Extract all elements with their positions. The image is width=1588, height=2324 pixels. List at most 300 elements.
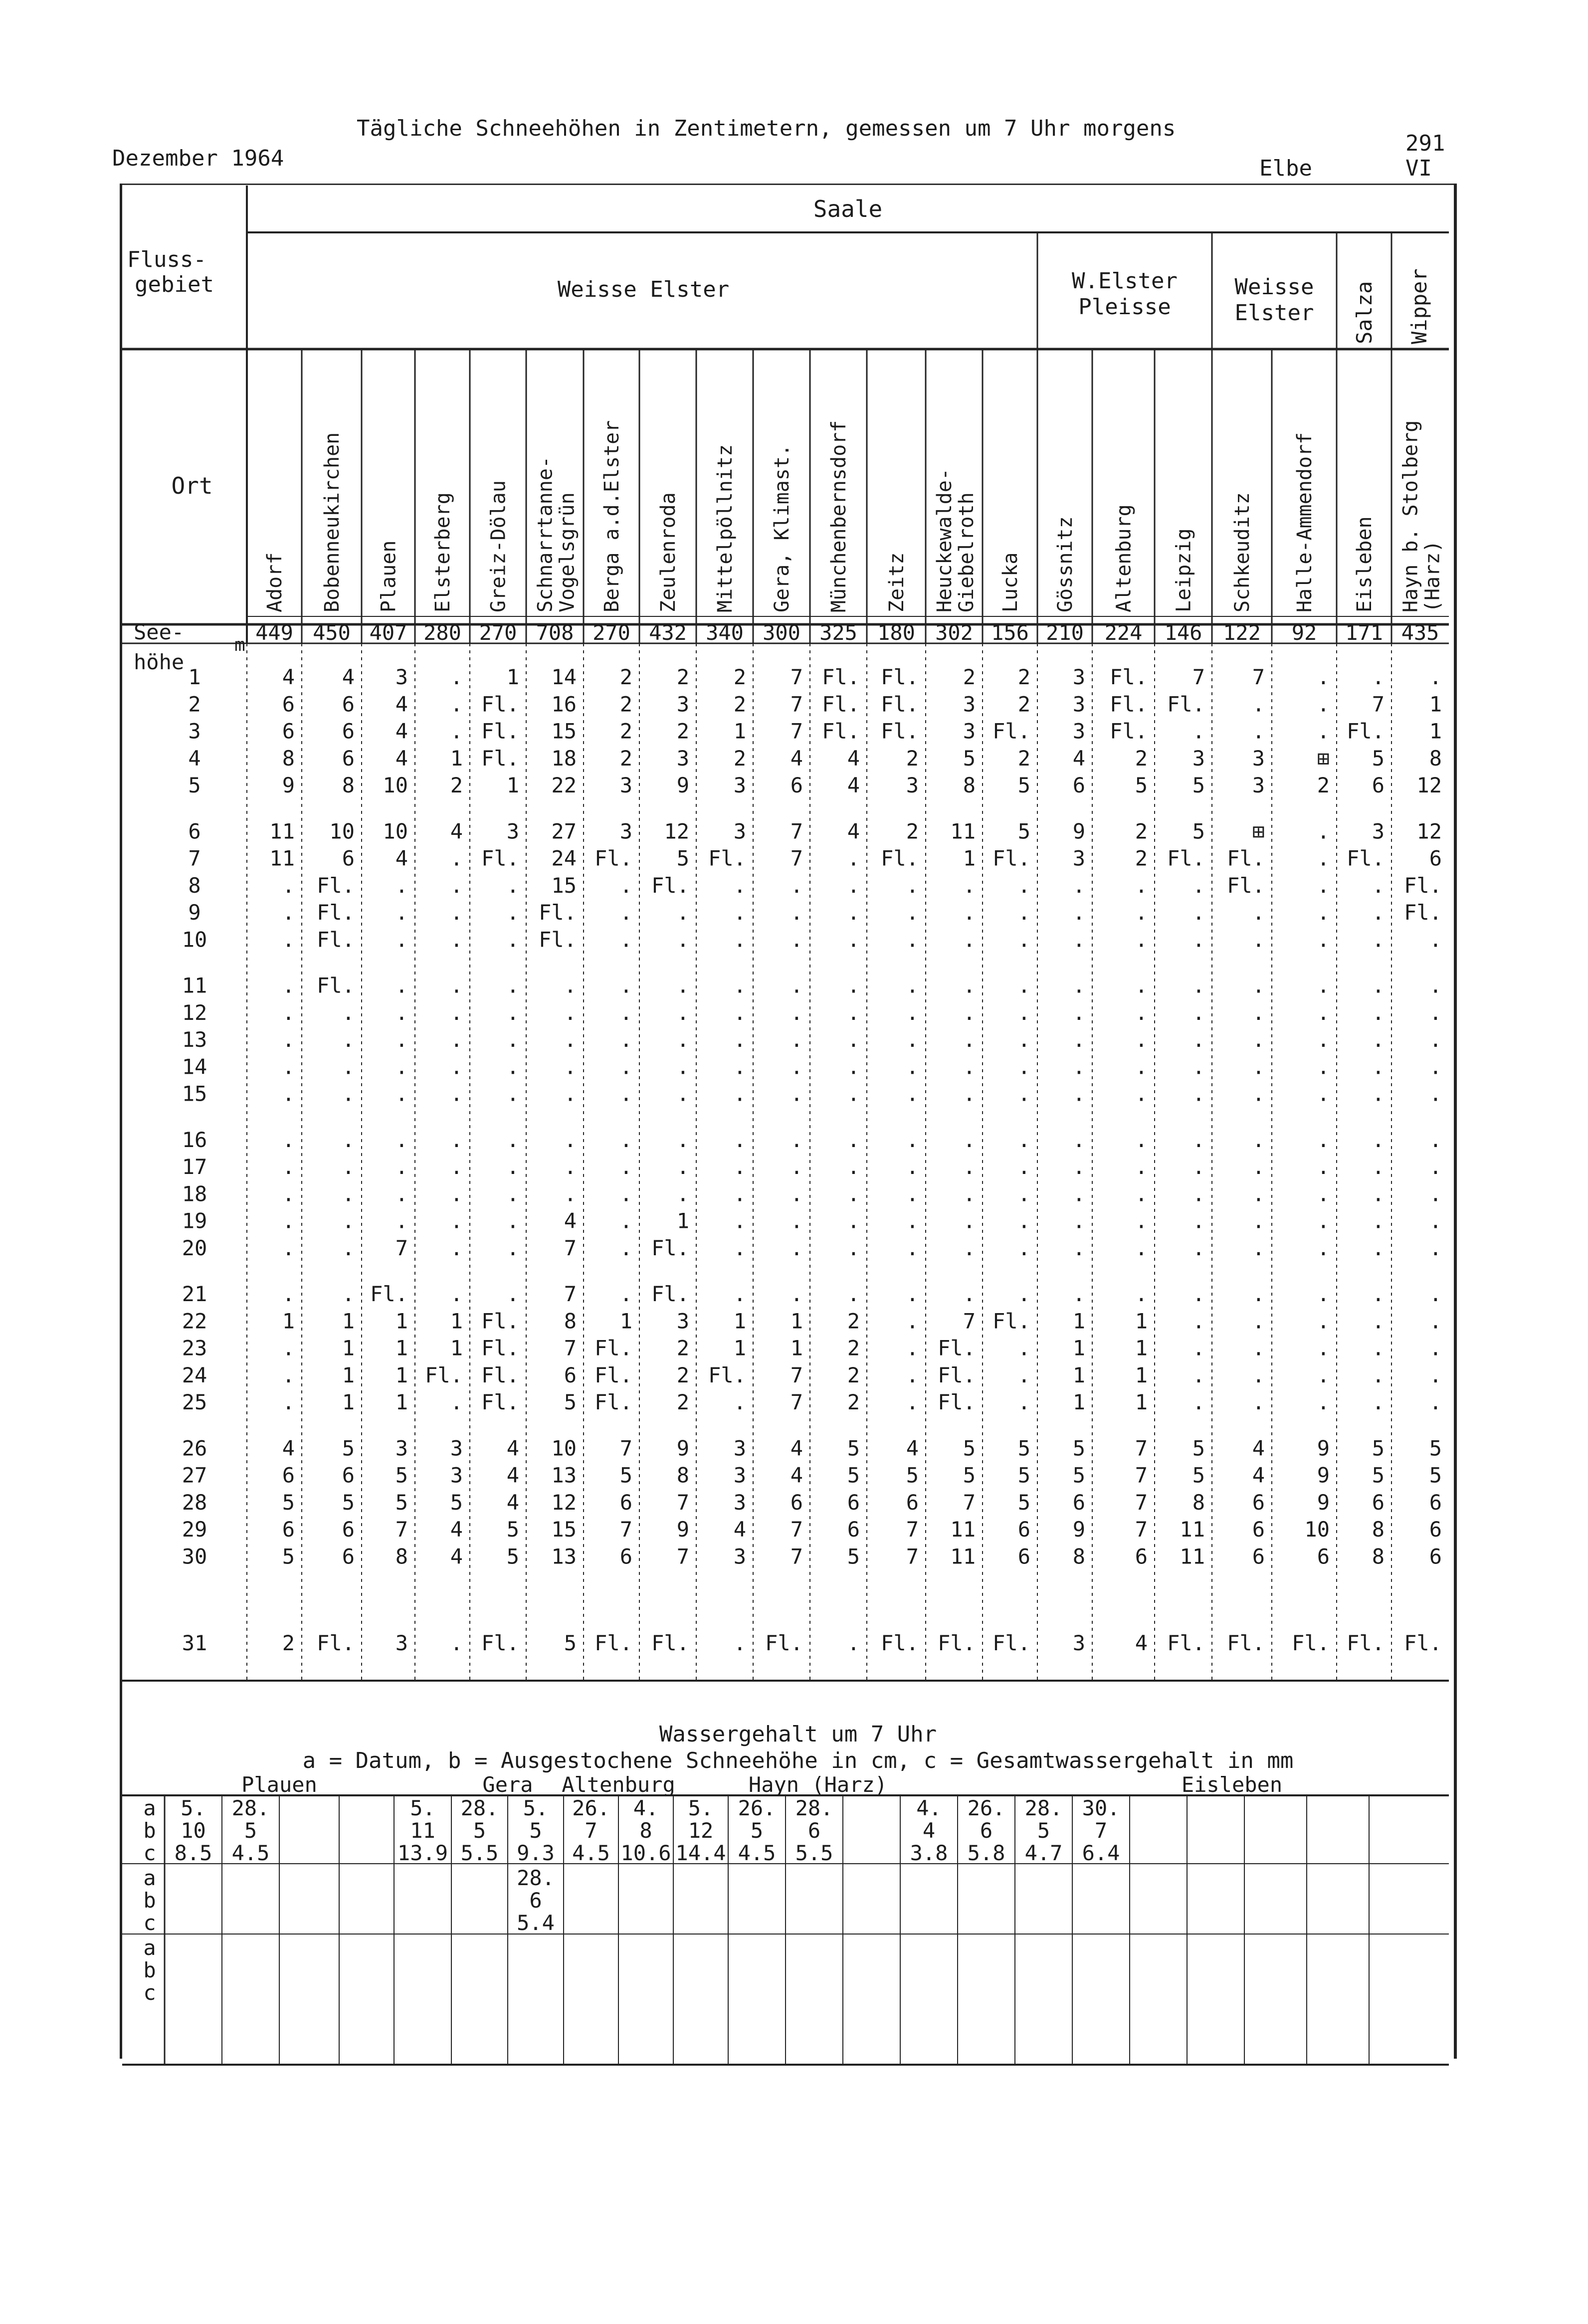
day-value: 4 (1252, 1436, 1265, 1461)
day-label: 19 (182, 1208, 207, 1233)
day-value: Fl. (1110, 665, 1148, 689)
day-value: 2 (282, 1631, 295, 1655)
water-value: 28. (795, 1796, 833, 1820)
day-value: . (1192, 900, 1205, 925)
day-value: 8 (1372, 1544, 1385, 1569)
day-value: 3 (676, 692, 689, 717)
day-value: Fl. (539, 927, 577, 952)
day-value: 1 (450, 746, 463, 771)
day-value: . (1429, 1282, 1442, 1306)
day-value: 5 (342, 1436, 355, 1461)
day-value: Fl. (651, 873, 689, 898)
day-value: 6 (1429, 1490, 1442, 1515)
day-value: . (790, 900, 803, 925)
day-value: 8 (1192, 1490, 1205, 1515)
day-value: Fl. (595, 846, 632, 871)
station-elevation: 708 (536, 620, 574, 645)
water-value: 5.5 (795, 1841, 833, 1865)
day-value: 1 (790, 1336, 803, 1360)
day-value: 2 (847, 1336, 860, 1360)
day-value: . (450, 973, 463, 998)
day-label: 1 (188, 665, 201, 689)
day-value: . (1317, 1282, 1330, 1306)
day-value: 7 (1252, 665, 1265, 689)
day-value: . (1429, 1181, 1442, 1206)
day-value: 8 (676, 1463, 689, 1488)
day-value: 3 (1372, 819, 1385, 844)
day-label: 15 (182, 1081, 207, 1106)
day-value: Fl. (481, 1631, 519, 1655)
day-value: 10 (551, 1436, 577, 1461)
day-value: 4 (790, 1436, 803, 1461)
day-value: . (1252, 1000, 1265, 1025)
water-value: 3.8 (910, 1841, 948, 1865)
day-value: Fl. (1347, 1631, 1385, 1655)
day-value: Fl. (822, 665, 860, 689)
station-name: Leipzig (1172, 528, 1195, 612)
station-name: Greiz-Dölau (487, 480, 510, 612)
day-value: Fl. (595, 1362, 632, 1387)
day-value: 2 (676, 1390, 689, 1414)
day-value: 3 (450, 1436, 463, 1461)
day-value: . (395, 1181, 408, 1206)
day-value: 7 (906, 1544, 919, 1569)
day-value: 1 (733, 1309, 746, 1334)
day-value: 10 (383, 819, 408, 844)
day-value: 8 (564, 1309, 577, 1334)
water-value: 10 (181, 1818, 206, 1843)
saale-label: Saale (813, 195, 883, 222)
day-value: 5 (1017, 1436, 1030, 1461)
day-value: 2 (1017, 692, 1030, 717)
day-value: 5 (847, 1544, 860, 1569)
day-value: 5 (619, 1463, 632, 1488)
day-value: . (1429, 927, 1442, 952)
day-value: . (847, 1054, 860, 1079)
day-value: . (1252, 927, 1265, 952)
day-value: 7 (619, 1436, 632, 1461)
day-value: . (906, 1208, 919, 1233)
day-value: 2 (619, 719, 632, 744)
day-value: . (1192, 1282, 1205, 1306)
day-value: 6 (342, 846, 355, 871)
station-elevation: 302 (935, 620, 973, 645)
group-salza: Salza (1352, 281, 1377, 344)
day-value: 4 (395, 692, 408, 717)
day-value: . (1192, 1155, 1205, 1179)
day-label: 29 (182, 1517, 207, 1542)
day-value: 4 (733, 1517, 746, 1542)
water-value: 4.5 (572, 1841, 610, 1865)
day-value: . (1072, 973, 1085, 998)
day-value: . (282, 1208, 295, 1233)
day-value: . (790, 1208, 803, 1233)
day-value: . (1372, 1235, 1385, 1260)
day-value: . (963, 1235, 976, 1260)
day-value: . (1017, 1000, 1030, 1025)
day-value: . (1372, 1390, 1385, 1414)
day-value: 2 (619, 746, 632, 771)
day-value: 1 (1072, 1309, 1085, 1334)
station-elevation: 156 (991, 620, 1029, 645)
day-label: 14 (182, 1054, 207, 1079)
day-value: . (906, 1309, 919, 1334)
station-elevation: 270 (479, 620, 517, 645)
row-label: b (143, 1888, 156, 1913)
day-value: . (847, 1208, 860, 1233)
day-value: . (1317, 873, 1330, 898)
day-value: Fl. (822, 719, 860, 744)
day-value: 6 (619, 1544, 632, 1569)
day-value: . (619, 1127, 632, 1152)
day-value: . (1317, 900, 1330, 925)
day-value: 11 (950, 1517, 976, 1542)
day-value: . (1017, 1027, 1030, 1052)
water-value: 4.5 (231, 1841, 270, 1865)
day-value: 5 (1072, 1436, 1085, 1461)
row-label: c (143, 1980, 156, 2005)
day-value: . (733, 1235, 746, 1260)
day-value: 3 (619, 773, 632, 797)
day-label: 17 (182, 1155, 207, 1179)
day-label: 10 (182, 927, 207, 952)
day-value: 3 (619, 819, 632, 844)
station-elevation: 450 (313, 620, 351, 645)
day-value: . (450, 1631, 463, 1655)
day-value: 3 (733, 1463, 746, 1488)
day-value: . (619, 873, 632, 898)
day-label: 11 (182, 973, 207, 998)
row-label: a (143, 1936, 156, 1960)
day-value: . (963, 1027, 976, 1052)
water-value: 7 (585, 1818, 597, 1843)
day-value: . (506, 1181, 519, 1206)
day-value: . (282, 1390, 295, 1414)
day-value: . (1135, 1282, 1148, 1306)
seehoehe-label: höhe (134, 650, 185, 674)
day-value: . (1317, 1390, 1330, 1414)
day-value: 8 (963, 773, 976, 797)
day-value: . (342, 1081, 355, 1106)
day-value: . (564, 1054, 577, 1079)
day-label: 30 (182, 1544, 207, 1569)
day-value: . (1317, 1081, 1330, 1106)
day-value: . (1372, 1155, 1385, 1179)
day-value: . (1252, 1081, 1265, 1106)
day-value: . (790, 1027, 803, 1052)
station-name: Gössnitz (1054, 516, 1077, 612)
day-value: . (564, 1181, 577, 1206)
day-value: . (506, 1081, 519, 1106)
day-value: Fl. (1404, 1631, 1442, 1655)
day-value: 2 (676, 1362, 689, 1387)
day-value: . (906, 927, 919, 952)
day-label: 18 (182, 1181, 207, 1206)
day-value: . (790, 1081, 803, 1106)
day-value: . (506, 1235, 519, 1260)
station-name: Plauen (377, 540, 400, 612)
day-value: . (847, 1027, 860, 1052)
day-value: 5 (1017, 773, 1030, 797)
group-wipper: Wipper (1407, 268, 1431, 344)
day-value: . (1252, 973, 1265, 998)
day-value: . (1072, 1155, 1085, 1179)
day-value: 7 (619, 1517, 632, 1542)
station-name: Eisleben (1353, 516, 1376, 612)
day-value: 7 (790, 1390, 803, 1414)
day-value: . (1017, 1390, 1030, 1414)
day-value: . (1317, 819, 1330, 844)
day-value: . (733, 1631, 746, 1655)
day-value: . (1017, 1208, 1030, 1233)
day-value: 5 (1192, 1463, 1205, 1488)
day-value: . (282, 1127, 295, 1152)
water-value: 6 (980, 1818, 993, 1843)
day-value: 4 (1135, 1631, 1148, 1655)
day-value: . (1317, 927, 1330, 952)
day-value: 1 (619, 1309, 632, 1334)
water-value: 5.4 (517, 1911, 555, 1935)
day-value: . (963, 1282, 976, 1306)
day-value: Fl. (1404, 873, 1442, 898)
water-value: 5 (529, 1818, 542, 1843)
day-value: Fl. (481, 1362, 519, 1387)
day-value: Fl. (595, 1336, 632, 1360)
day-value: . (1017, 900, 1030, 925)
group-weisse: Weisse (1234, 274, 1314, 300)
day-value: Fl. (992, 1631, 1030, 1655)
day-value: . (619, 1054, 632, 1079)
water-value: 10.6 (620, 1841, 671, 1865)
day-value: . (1072, 1000, 1085, 1025)
day-value: 6 (1429, 846, 1442, 871)
day-value: 6 (1317, 1544, 1330, 1569)
day-value: Fl. (539, 900, 577, 925)
day-value: 2 (676, 719, 689, 744)
day-value: 5 (395, 1490, 408, 1515)
day-value: . (1317, 846, 1330, 871)
day-value: 3 (1072, 692, 1085, 717)
day-value: 6 (906, 1490, 919, 1515)
day-value: 8 (342, 773, 355, 797)
day-value: 7 (790, 819, 803, 844)
day-value: 2 (963, 665, 976, 689)
day-value: 1 (506, 665, 519, 689)
day-value: 10 (383, 773, 408, 797)
water-value: 5 (1037, 1818, 1050, 1843)
station-name: Giebelroth (955, 492, 978, 612)
day-value: . (395, 1081, 408, 1106)
station-elevation: 210 (1046, 620, 1084, 645)
day-value: . (1017, 1081, 1030, 1106)
water-title: Wassergehalt um 7 Uhr (659, 1722, 937, 1747)
day-value: 5 (342, 1490, 355, 1515)
day-value: 5 (847, 1463, 860, 1488)
day-value: . (1429, 1000, 1442, 1025)
day-value: . (1072, 1282, 1085, 1306)
day-value: 2 (906, 819, 919, 844)
day-value: . (282, 1155, 295, 1179)
water-value: 14.4 (675, 1841, 726, 1865)
day-value: 12 (551, 1490, 577, 1515)
day-value: . (906, 1081, 919, 1106)
day-value: . (450, 846, 463, 871)
day-value: 2 (847, 1309, 860, 1334)
day-value: 7 (790, 1544, 803, 1569)
day-value: . (1317, 1208, 1330, 1233)
day-value: 1 (790, 1309, 803, 1334)
station-name: Vogelsgrün (556, 492, 579, 612)
day-value: . (1135, 900, 1148, 925)
day-value: 3 (395, 1436, 408, 1461)
day-value: 6 (342, 1544, 355, 1569)
day-value: Fl. (1110, 692, 1148, 717)
day-value: . (506, 900, 519, 925)
day-value: 3 (733, 819, 746, 844)
day-value: . (450, 692, 463, 717)
day-value: . (676, 1155, 689, 1179)
day-value: . (1017, 1336, 1030, 1360)
day-value: . (506, 927, 519, 952)
ort-label: Ort (171, 472, 213, 499)
day-value: . (906, 1155, 919, 1179)
day-value: 4 (790, 1463, 803, 1488)
day-value: 11 (1180, 1517, 1205, 1542)
day-value: Fl. (425, 1362, 463, 1387)
day-value: . (676, 1054, 689, 1079)
day-label: 21 (182, 1282, 207, 1306)
day-value: . (847, 900, 860, 925)
station-name: Adorf (263, 552, 286, 612)
water-value: 26. (967, 1796, 1005, 1820)
day-value: . (1372, 1282, 1385, 1306)
day-value: . (1317, 692, 1330, 717)
day-value: . (1192, 1027, 1205, 1052)
day-value: . (342, 1000, 355, 1025)
day-value: . (1192, 1208, 1205, 1233)
water-value: 5. (688, 1796, 714, 1820)
station-name: Mittelpöllnitz (714, 444, 737, 612)
day-value: . (1317, 1309, 1330, 1334)
day-value: 3 (1192, 746, 1205, 771)
water-value: 26. (572, 1796, 610, 1820)
day-value: 14 (551, 665, 577, 689)
day-value: 4 (450, 1517, 463, 1542)
day-value: 5 (395, 1463, 408, 1488)
water-value: 5. (410, 1796, 435, 1820)
day-label: 24 (182, 1362, 207, 1387)
day-value: 2 (906, 746, 919, 771)
day-value: 7 (906, 1517, 919, 1542)
day-value: 3 (1072, 1631, 1085, 1655)
day-value: 4 (564, 1208, 577, 1233)
day-value: 1 (1135, 1362, 1148, 1387)
day-value: . (1252, 1309, 1265, 1334)
day-value: . (847, 973, 860, 998)
day-value: . (963, 927, 976, 952)
day-value: 1 (506, 773, 519, 797)
day-value: . (506, 1027, 519, 1052)
day-value: 1 (342, 1309, 355, 1334)
day-value: . (790, 1235, 803, 1260)
day-value: Fl. (1404, 900, 1442, 925)
day-value: Fl. (938, 1390, 976, 1414)
day-value: . (282, 1181, 295, 1206)
day-value: . (282, 927, 295, 952)
day-value: . (676, 900, 689, 925)
day-value: Fl. (992, 846, 1030, 871)
day-value: 5 (1372, 1436, 1385, 1461)
day-value: Fl. (881, 719, 919, 744)
day-value: . (1252, 1282, 1265, 1306)
day-value: . (733, 873, 746, 898)
day-value: . (906, 1127, 919, 1152)
station-elevation: 92 (1291, 620, 1317, 645)
day-value: . (733, 900, 746, 925)
day-label: 27 (182, 1463, 207, 1488)
water-value: 28. (460, 1796, 499, 1820)
day-value: 4 (395, 846, 408, 871)
day-value: 1 (395, 1336, 408, 1360)
day-value: . (1017, 1127, 1030, 1152)
day-value: 2 (1135, 746, 1148, 771)
water-value: 4.7 (1024, 1841, 1063, 1865)
day-value: 15 (551, 1517, 577, 1542)
day-value: 4 (1072, 746, 1085, 771)
day-value: . (906, 973, 919, 998)
flussgebiet-label: Fluss- (127, 247, 206, 272)
day-value: 4 (506, 1463, 519, 1488)
day-value: . (1192, 1181, 1205, 1206)
station-elevation: 432 (649, 620, 687, 645)
day-value: Fl. (595, 1390, 632, 1414)
day-label: 9 (188, 900, 201, 925)
day-value: . (906, 1390, 919, 1414)
day-label: 5 (188, 773, 201, 797)
day-value: 1 (342, 1390, 355, 1414)
day-value: . (395, 873, 408, 898)
day-value: . (395, 1127, 408, 1152)
day-value: . (619, 1181, 632, 1206)
day-value: . (282, 973, 295, 998)
day-value: Fl. (317, 927, 355, 952)
day-value: . (676, 973, 689, 998)
day-value: 3 (1072, 719, 1085, 744)
water-station-label: Plauen (241, 1772, 317, 1797)
day-label: 25 (182, 1390, 207, 1414)
day-value: 4 (906, 1436, 919, 1461)
day-value: . (1429, 1362, 1442, 1387)
day-value: Fl. (881, 1631, 919, 1655)
day-value: 5 (1429, 1463, 1442, 1488)
day-value: . (342, 1054, 355, 1079)
day-value: 8 (1372, 1517, 1385, 1542)
day-value: . (450, 1181, 463, 1206)
day-value: . (847, 1127, 860, 1152)
day-value: . (1372, 900, 1385, 925)
day-value: . (790, 1127, 803, 1152)
day-value: . (282, 1235, 295, 1260)
day-value: . (847, 1081, 860, 1106)
day-value: 1 (1072, 1336, 1085, 1360)
day-value: . (733, 927, 746, 952)
day-value: . (847, 1181, 860, 1206)
water-value: 4 (922, 1818, 936, 1843)
page-title: Tägliche Schneehöhen in Zentimetern, gemessen um 7 Uhr morgens (357, 116, 1176, 141)
day-value: 9 (1317, 1463, 1330, 1488)
day-value: . (963, 1000, 976, 1025)
station-name: Schkeuditz (1231, 492, 1254, 612)
